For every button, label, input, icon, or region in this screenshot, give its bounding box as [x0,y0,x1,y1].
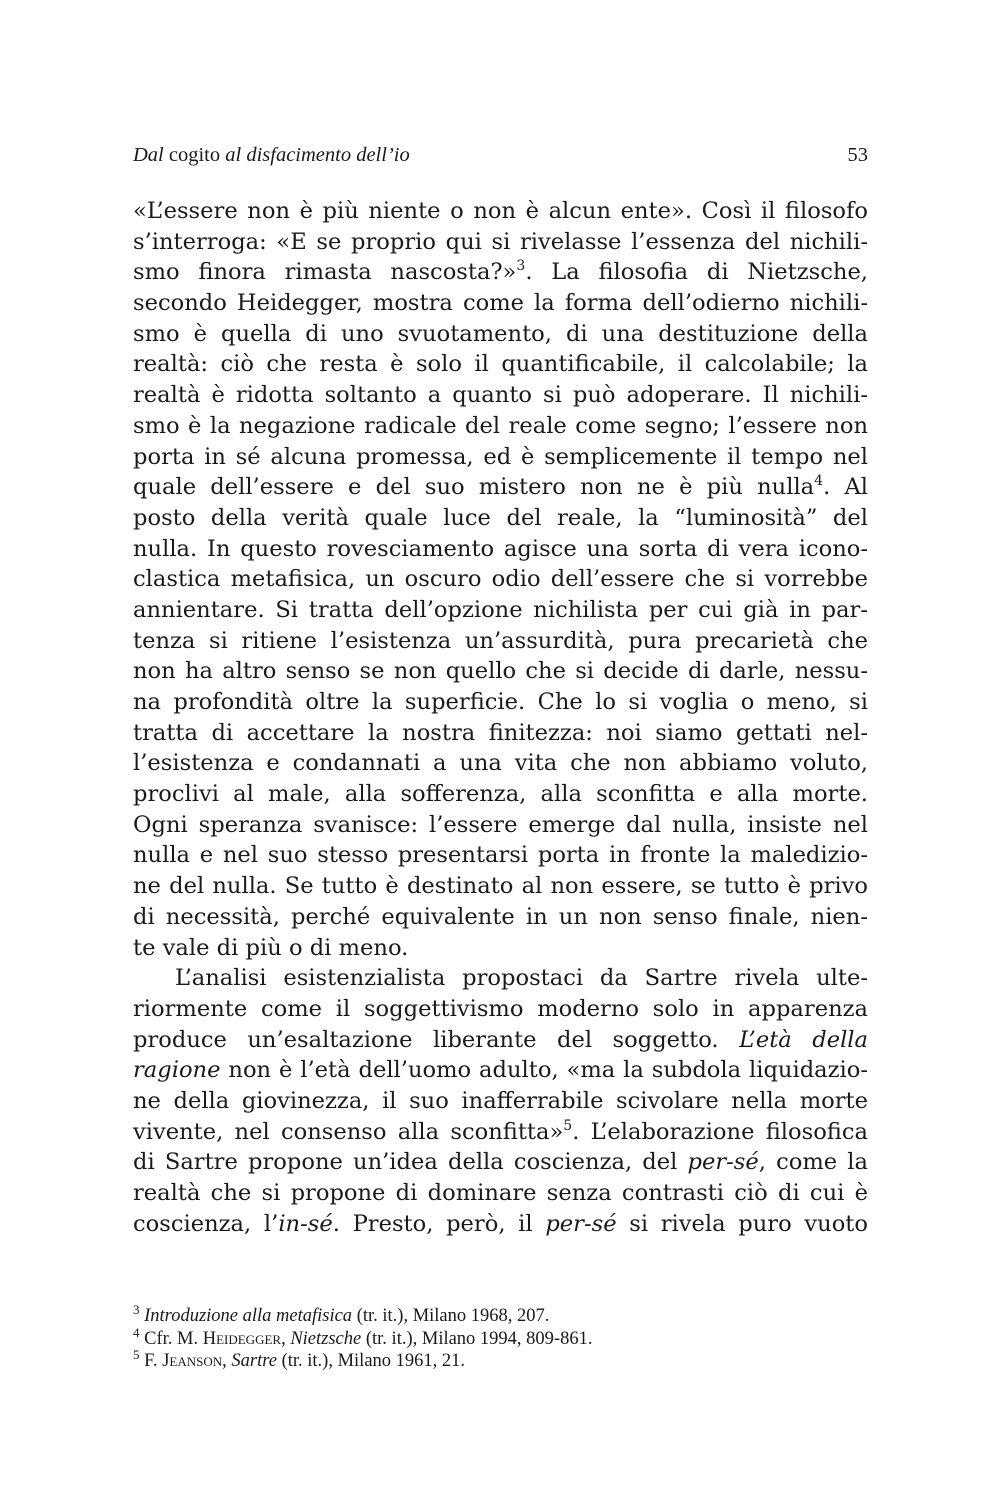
footnote-ref[interactable]: 4 [814,473,824,490]
footnote-ref[interactable]: 3 [516,258,526,275]
text-run: . Al [823,474,868,501]
running-head-roman: cogito [163,144,226,166]
text-line [133,257,868,288]
text-line: L’analisi esistenzialista propostaci da Sartre rivela ulte- [175,965,868,992]
text-line: secondo Heidegger, mostra come la forma dell’odierno nichili- [133,290,868,317]
text-run: si rivela puro vuoto [616,1210,868,1237]
text-line: ne del nulla. Se tutto è destinato al non essere, se tutto è privo [133,873,868,900]
text-line [133,1209,868,1240]
footnote-text: (tr. it.), Milano 1994, 809-861. [361,1328,593,1349]
text-line: posto della verità quale luce del reale, la “luminosità” del [133,504,868,531]
text-line [133,1055,868,1086]
text-line: realtà: ciò che resta è solo il quantificabile, il calcolabile; la [133,351,868,378]
italic-run: per-sé [687,1149,759,1176]
footnote-text: , [281,1328,291,1349]
text-line: realtà che si propone di dominare senza contrasti ciò di cui è [133,1180,868,1206]
body-text [133,196,868,1239]
footnote-ref[interactable]: 5 [563,1117,573,1134]
page-number: 53 [847,144,868,166]
text-line: di necessità, perché equivalente in un non senso finale, nien- [133,903,868,930]
text-line: na profondità oltre la superficie. Che lo si voglia o meno, si [133,689,868,715]
footnote-author: Heidegger [202,1328,282,1349]
text-line: l’esistenza e condannati a una vita che non abbiamo voluto, [133,750,868,777]
text-line: nulla. In questo rovesciamento agisce una sorta di vera icono- [133,535,868,562]
text-line [133,1025,868,1056]
italic-run: in-sé [278,1210,333,1237]
text-line: clastica metafisica, un oscuro odio dell’essere che si vorrebbe [133,566,868,593]
text-line: te vale di più o di meno. [133,934,409,961]
running-head-title [133,142,410,168]
footnote-text: Cfr. M. [144,1328,203,1349]
text-line [133,472,868,503]
text-run: quale dell’essere e del suo mistero non ne è più nulla [133,474,815,501]
running-head-italic: Dal [133,144,164,166]
text-run: . Presto, però, il [332,1210,546,1237]
footnote [133,1347,868,1373]
text-line: non ha altro senso se non quello che si decide di darle, nessu- [133,658,868,685]
text-line: annientare. Si tratta dell’opzione nichilista per cui già in par- [133,596,868,623]
text-line [133,1147,868,1178]
footnote-title: Sartre [231,1351,277,1371]
footnote-text: , [222,1351,232,1371]
italic-run: ragione [133,1057,221,1084]
italic-run: L’età della [739,1026,868,1053]
text-line: nulla e nel suo stesso presentarsi porta in fronte la maledizio- [133,842,868,869]
running-head-italic: al disfacimento dell’io [225,144,410,166]
footnote-text: (tr. it.), Milano 1968, 207. [352,1306,550,1326]
text-line: tenza si ritiene l’esistenza un’assurdità, pura precarietà che [133,627,868,654]
text-line: tratta di accettare la nostra finitezza: noi siamo gettati nel- [133,719,868,746]
text-line: ne della giovinezza, il suo inafferrabile scivolare nella morte [133,1087,868,1114]
footnote [133,1302,868,1328]
italic-run: per-sé [545,1210,617,1237]
text-run: produce un’esaltazione liberante del soggetto. [133,1026,740,1053]
text-line: riormente come il soggettivismo moderno solo in apparenza [133,995,868,1022]
text-line: realtà è ridotta soltanto a quanto si può adoperare. Il nichili- [133,382,868,409]
footnote [133,1324,868,1351]
footnote-text: (tr. it.), Milano 1961, 21. [276,1351,466,1371]
text-run: vivente, nel consenso alla sconfitta» [133,1118,564,1145]
footnote-text: F. [144,1351,163,1371]
text-line: «L’essere non è più niente o non è alcun ente». Così il filosofo [133,198,868,224]
footnotes [133,1302,868,1373]
text-run: , come la [758,1149,869,1176]
text-run: coscienza, l’ [133,1210,279,1237]
running-head [133,142,868,168]
text-run: . La filosofia di Nietzsche, [525,259,868,286]
footnote-number: 4 [133,1324,140,1340]
text-line: smo è la negazione radicale del reale come segno; l’essere non [133,412,868,439]
text-run: di Sartre propone un’idea della coscienza, del [133,1149,688,1176]
footnote-author: Jeanson [162,1351,223,1371]
footnote-number: 3 [133,1302,140,1317]
text-run: . L’elaborazione filosofica [572,1118,868,1145]
footnote-title: Introduzione alla metafisica [144,1306,353,1326]
text-line: proclivi al male, alla sofferenza, alla sconfitta e alla morte. [133,781,868,808]
footnote-number: 5 [133,1347,140,1362]
text-line: porta in sé alcuna promessa, ed è semplicemente il tempo nel [133,443,868,470]
footnote-title: Nietzsche [290,1328,362,1349]
text-line: Ogni speranza svanisce: l’essere emerge dal nulla, insiste nel [133,811,868,838]
text-line: smo è quella di uno svuotamento, di una destituzione della [133,320,868,347]
text-line: s’interroga: «E se proprio qui si rivelasse l’essenza del nichili- [133,228,868,255]
text-run: non è l’età dell’uomo adulto, «ma la subdola liquidazio- [220,1057,868,1084]
text-line [133,1117,868,1148]
text-run: smo finora rimasta nascosta?» [133,259,517,286]
